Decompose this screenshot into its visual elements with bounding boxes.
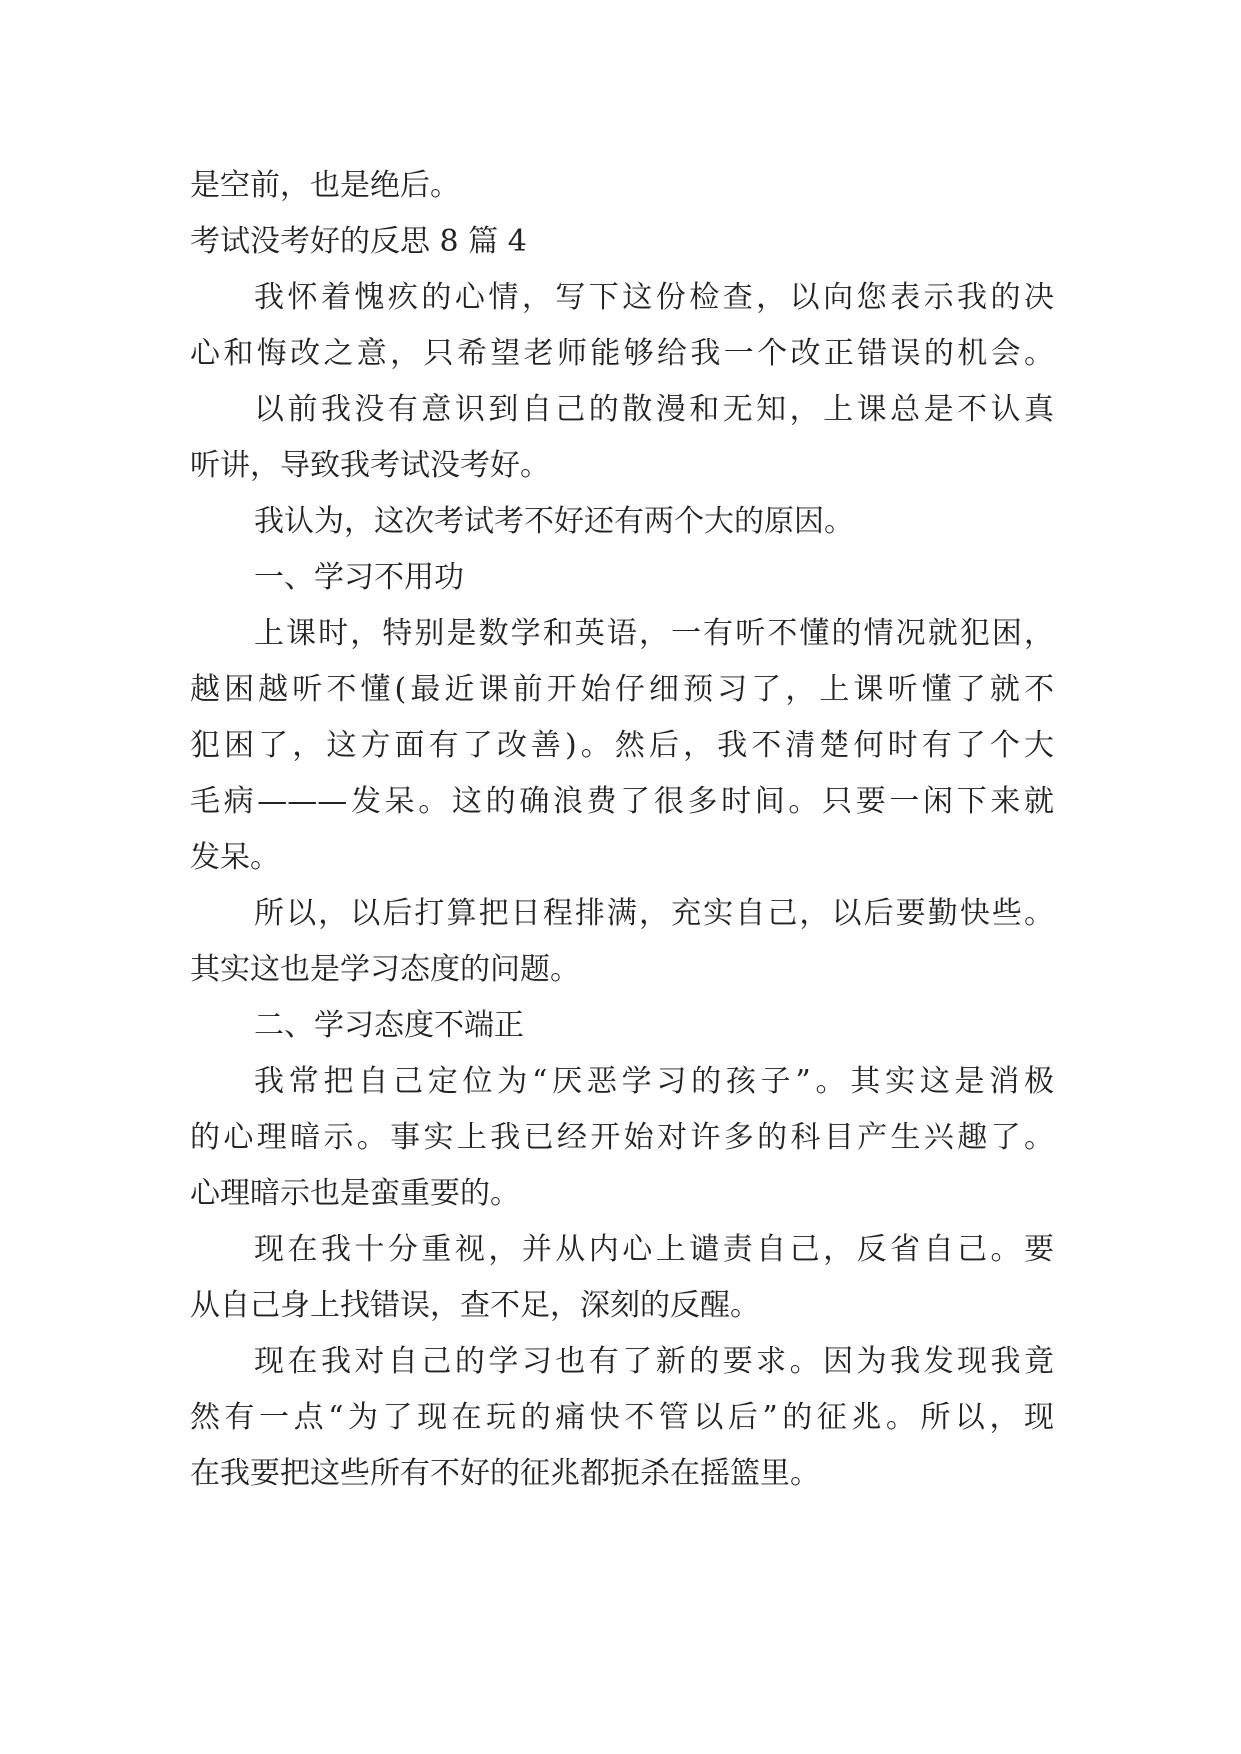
text-line: 越困越听不懂(最近课前开始仔细预习了，上课听懂了就不	[190, 672, 1054, 707]
text-line: 听讲，导致我考试没考好。	[190, 448, 550, 483]
text-line: 犯困了，这方面有了改善)。然后，我不清楚何时有了个大	[190, 728, 1054, 763]
text-line: 考试没考好的反思 8 篇 4	[190, 224, 527, 259]
text-line: 上课时，特别是数学和英语，一有听不懂的情况就犯困，	[254, 616, 1054, 651]
document-body	[190, 158, 1054, 1502]
text-line: 的心理暗示。事实上我已经开始对许多的科目产生兴趣了。	[190, 1120, 1054, 1155]
text-line: 心理暗示也是蛮重要的。	[190, 1176, 520, 1211]
text-line: 现在我对自己的学习也有了新的要求。因为我发现我竟	[254, 1344, 1054, 1379]
text-line: 我常把自己定位为“厌恶学习的孩子”。其实这是消极	[254, 1064, 1054, 1099]
text-line: 以前我没有意识到自己的散漫和无知，上课总是不认真	[254, 392, 1054, 427]
text-line: 所以，以后打算把日程排满，充实自己，以后要勤快些。	[254, 896, 1054, 931]
text-line: 从自己身上找错误，查不足，深刻的反醒。	[190, 1288, 760, 1323]
text-line: 在我要把这些所有不好的征兆都扼杀在摇篮里。	[190, 1456, 820, 1491]
text-line: 是空前，也是绝后。	[190, 168, 460, 203]
text-line: 我认为，这次考试考不好还有两个大的原因。	[254, 504, 854, 539]
text-line: 我怀着愧疚的心情，写下这份检查，以向您表示我的决	[254, 280, 1054, 315]
text-line: 心和悔改之意，只希望老师能够给我一个改正错误的机会。	[190, 336, 1054, 371]
text-line: 现在我十分重视，并从内心上谴责自己，反省自己。要	[254, 1232, 1054, 1267]
text-line: 其实这也是学习态度的问题。	[190, 952, 580, 987]
text-line: 一、学习不用功	[254, 560, 464, 595]
text-line: 毛病———发呆。这的确浪费了很多时间。只要一闲下来就	[190, 784, 1054, 819]
text-line: 发呆。	[190, 840, 280, 875]
text-line: 二、学习态度不端正	[254, 1008, 524, 1043]
text-line: 然有一点“为了现在玩的痛快不管以后”的征兆。所以，现	[190, 1400, 1054, 1435]
